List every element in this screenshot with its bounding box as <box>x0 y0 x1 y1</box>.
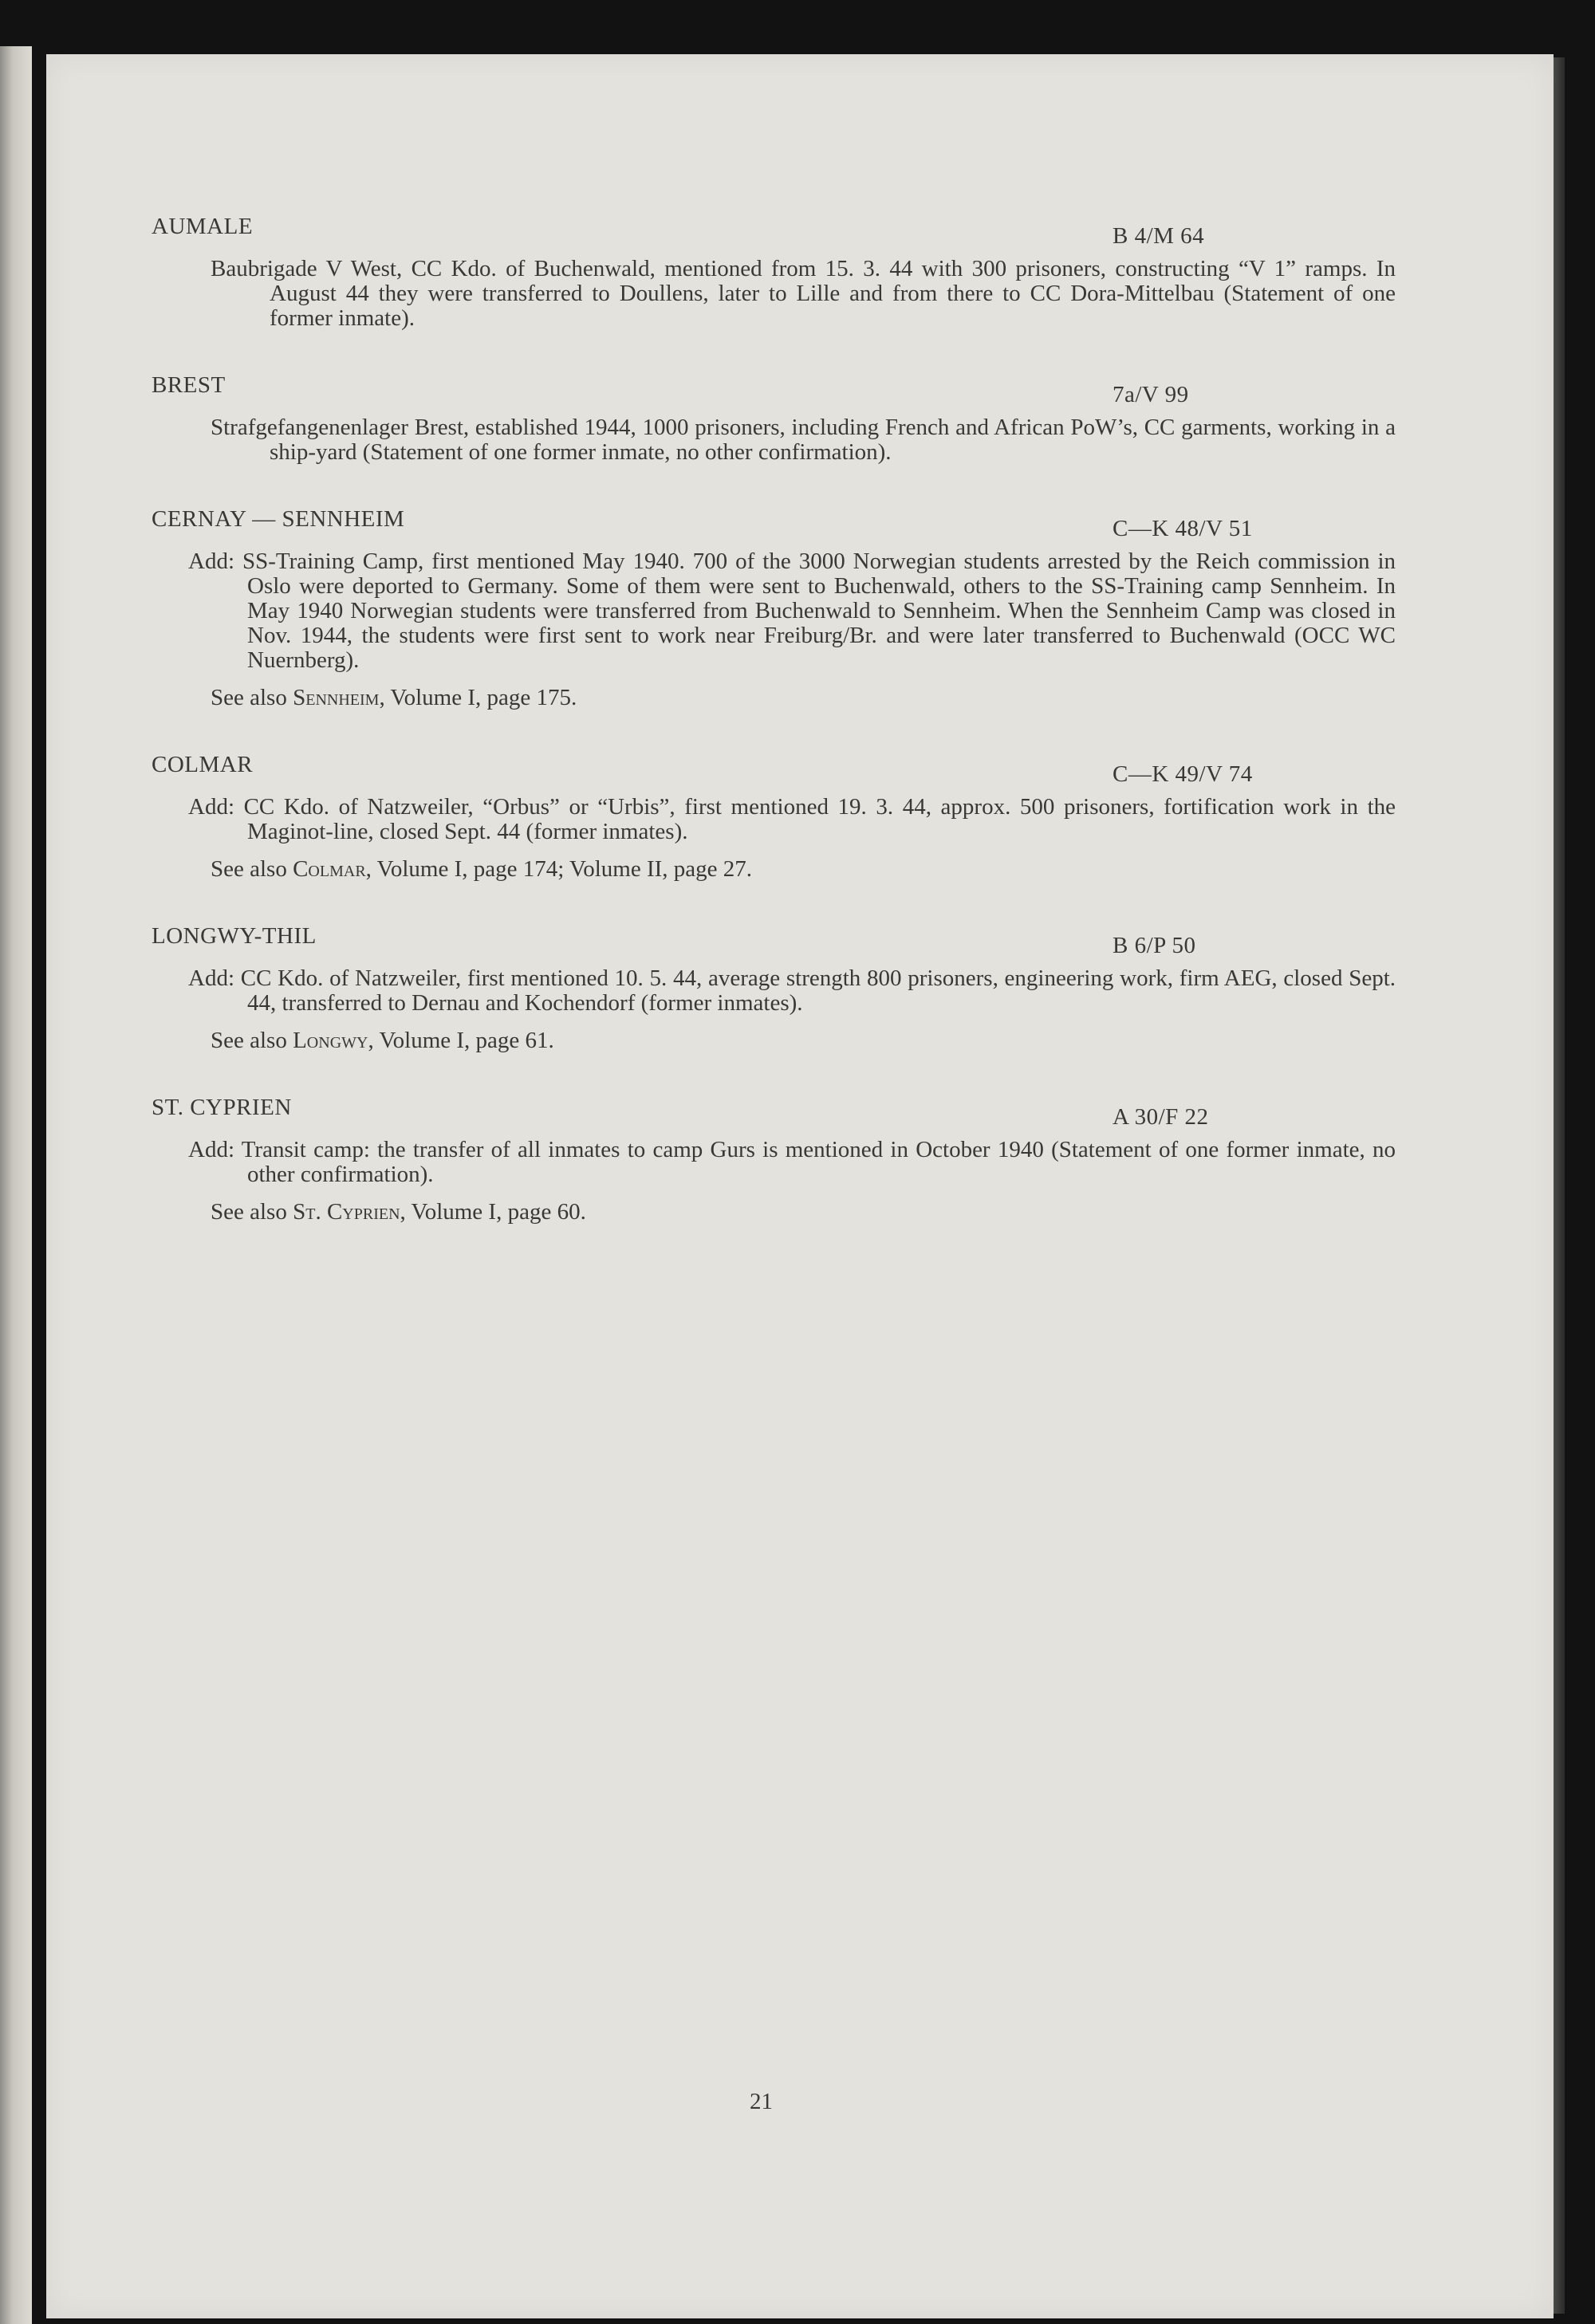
page-content <box>152 214 1396 1266</box>
entry-description: SS-Training Camp, first mentioned May 1940. 700 of the 3000 Norwegian students arrested by the Reich commission in Oslo were deported to Germany. Some of them were sent to Buchenwald, others to the SS-Training camp Sennheim. In May 1940 Norwegian students were transferred from Buchenwald to Sennheim. When the Sennheim Camp was closed in Nov. 1944, the students were first sent to work near Freiburg/Br. and were later transferred to Buchenwald (OCC WC Nuernberg). <box>242 549 1396 673</box>
see-also-name: St. Cyprien <box>293 1199 400 1225</box>
entry-longwy-thil <box>152 923 1396 1053</box>
entry-cernay-sennheim <box>152 506 1396 710</box>
entry-text <box>152 549 1396 673</box>
see-also-name: Colmar <box>293 856 366 882</box>
map-reference: C—K 48/V 51 <box>1113 516 1253 541</box>
entry-description: Transit camp: the transfer of all inmates to camp Gurs is mentioned in October 1940 (Statement of one former inmate, no other confirmation). <box>241 1137 1396 1187</box>
entry-text <box>152 795 1396 844</box>
map-reference: C—K 49/V 74 <box>1113 761 1253 787</box>
add-label: Add: <box>188 794 234 820</box>
entry-description: Baubrigade V West, CC Kdo. of Buchenwald, mentioned from 15. 3. 44 with 300 prisoners, constructing “V 1” ramps. In August 44 they were transferred to Doullens, later to Lille and from there to CC Dora-Mittelbau (Statement of one former inmate). <box>211 256 1396 331</box>
entry-st-cyprien <box>152 1095 1396 1225</box>
see-also-prefix: See also <box>211 1028 293 1053</box>
see-also-note <box>152 1028 1396 1053</box>
place-name: COLMAR <box>152 752 254 777</box>
entry-heading <box>152 506 1396 541</box>
page-number: 21 <box>750 2089 773 2114</box>
entry-text <box>211 257 1396 331</box>
see-also-prefix: See also <box>211 685 293 710</box>
map-reference: B 6/P 50 <box>1113 933 1196 958</box>
entry-heading <box>152 1095 1396 1130</box>
see-also-suffix: , Volume I, page 60. <box>400 1199 586 1225</box>
entry-heading <box>152 372 1396 407</box>
map-reference: B 4/M 64 <box>1113 223 1205 249</box>
place-name: BREST <box>152 372 226 398</box>
entry-text <box>152 966 1396 1016</box>
see-also-note <box>152 857 1396 882</box>
add-label: Add: <box>188 1137 234 1162</box>
entry-description: CC Kdo. of Natzweiler, first mentioned 10. 5. 44, average strength 800 prisoners, engineering work, firm AEG, closed Sept. 44, transferred to Dernau and Kochendorf (former inmates). <box>240 965 1396 1016</box>
see-also-prefix: See also <box>211 1199 293 1225</box>
see-also-name: Sennheim <box>293 685 380 710</box>
place-name: ST. CYPRIEN <box>152 1095 292 1120</box>
entry-text <box>152 1138 1396 1187</box>
see-also-prefix: See also <box>211 856 293 882</box>
entry-description: Strafgefangenenlager Brest, established 1944, 1000 prisoners, including French and African PoW’s, CC garments, working in a ship-yard (Statement of one former inmate, no other confirmation). <box>211 415 1396 465</box>
adjacent-page-edge <box>0 46 32 2324</box>
see-also-suffix: , Volume I, page 174; Volume II, page 27. <box>365 856 753 882</box>
entry-description: CC Kdo. of Natzweiler, “Orbus” or “Urbis”, first mentioned 19. 3. 44, approx. 500 prisoners, fortification work in the Maginot-line, closed Sept. 44 (former inmates). <box>243 794 1396 844</box>
place-name: AUMALE <box>152 214 254 239</box>
see-also-note <box>152 1200 1396 1225</box>
see-also-name: Longwy <box>293 1028 368 1053</box>
entry-text <box>211 415 1396 465</box>
see-also-suffix: , Volume I, page 175. <box>379 685 577 710</box>
page-thickness-edge <box>1554 57 1565 2314</box>
place-name: CERNAY — SENNHEIM <box>152 506 405 532</box>
entry-heading <box>152 214 1396 249</box>
map-reference: 7a/V 99 <box>1113 382 1189 407</box>
entry-heading <box>152 752 1396 787</box>
add-label: Add: <box>188 965 234 991</box>
add-label: Add: <box>188 549 234 574</box>
place-name: LONGWY-THIL <box>152 923 317 949</box>
see-also-suffix: , Volume I, page 61. <box>368 1028 554 1053</box>
entry-heading <box>152 923 1396 958</box>
see-also-note <box>152 686 1396 710</box>
entry-brest <box>152 372 1396 465</box>
entry-aumale <box>152 214 1396 331</box>
entry-colmar <box>152 752 1396 882</box>
map-reference: A 30/F 22 <box>1113 1104 1209 1130</box>
